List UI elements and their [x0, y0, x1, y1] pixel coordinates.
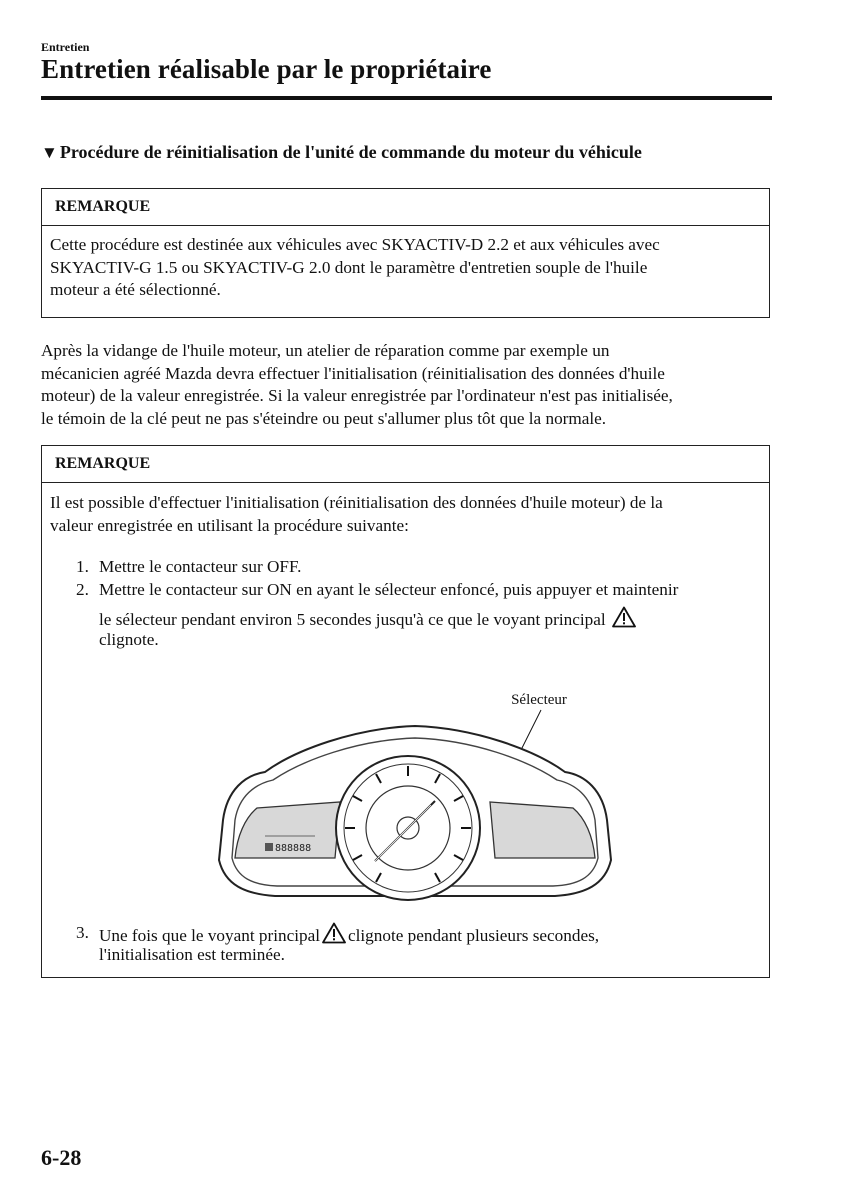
step-3: [76, 922, 766, 972]
warning-triangle-icon: [322, 922, 346, 951]
section-label: Entretien: [41, 40, 90, 54]
paragraph-line: le témoin de la clé peut ne pas s'éteindre ou peut s'allumer plus tôt que la normale.: [41, 408, 607, 428]
note-intro: [42, 483, 769, 537]
note-line: valeur enregistrée en utilisant la procédure suivante:: [50, 515, 409, 535]
step-text-segment: clignote pendant plusieurs secondes,: [348, 926, 600, 945]
paragraph-line: Après la vidange de l'huile moteur, un atelier de réparation comme par exemple un: [41, 341, 610, 360]
note-line: Il est possible d'effectuer l'initialisation (réinitialisation des données d'huile moteur) de la: [50, 493, 663, 512]
note-heading: REMARQUE: [42, 189, 769, 226]
warning-triangle-icon: [612, 606, 636, 635]
page-title: Entretien réalisable par le propriétaire: [41, 54, 492, 84]
step-text-segment: le sélecteur pendant environ 5 secondes jusqu'à ce que le voyant principal: [99, 610, 606, 629]
step-text: Mettre le contacteur sur ON en ayant le sélecteur enfoncé, puis appuyer et maintenir: [99, 580, 679, 599]
step-text: Mettre le contacteur sur OFF.: [99, 557, 302, 576]
step-number: 3.: [76, 923, 89, 942]
body-paragraph: [41, 340, 772, 430]
note-box-1: [41, 188, 770, 318]
step-text: clignote.: [99, 630, 159, 649]
selector-callout-label: Sélecteur: [511, 692, 567, 708]
odometer-readout: 888888: [275, 843, 312, 854]
note-heading: REMARQUE: [42, 446, 769, 483]
step-text: l'initialisation est terminée.: [99, 945, 285, 964]
note-line: SKYACTIV-G 1.5 ou SKYACTIV-G 2.0 dont le paramètre d'entretien souple de l'huile: [50, 257, 648, 277]
step-2: [76, 579, 766, 654]
paragraph-line: mécanicien agréé Mazda devra effectuer l'initialisation (réinitialisation des données d'huile: [41, 363, 665, 383]
step-number: 1.: [76, 557, 89, 576]
step-text: [99, 606, 638, 635]
triangle-marker-icon: ▼: [41, 143, 58, 162]
step-text-segment: Une fois que le voyant principal: [99, 926, 320, 945]
note-line: moteur a été sélectionné.: [50, 280, 221, 299]
instrument-cluster-figure: [205, 680, 625, 910]
note-text: [42, 226, 769, 302]
sub-heading-text: Procédure de réinitialisation de l'unité de commande du moteur du véhicule: [59, 142, 642, 162]
title-rule: [41, 96, 772, 100]
note-line: Cette procédure est destinée aux véhicules avec SKYACTIV-D 2.2 et aux véhicules avec: [50, 235, 660, 254]
paragraph-line: moteur) de la valeur enregistrée. Si la valeur enregistrée par l'ordinateur n'est pas initialisée,: [41, 386, 673, 405]
sub-heading: [41, 142, 642, 163]
step-number: 2.: [76, 580, 89, 599]
page-number: 6-28: [41, 1145, 82, 1170]
